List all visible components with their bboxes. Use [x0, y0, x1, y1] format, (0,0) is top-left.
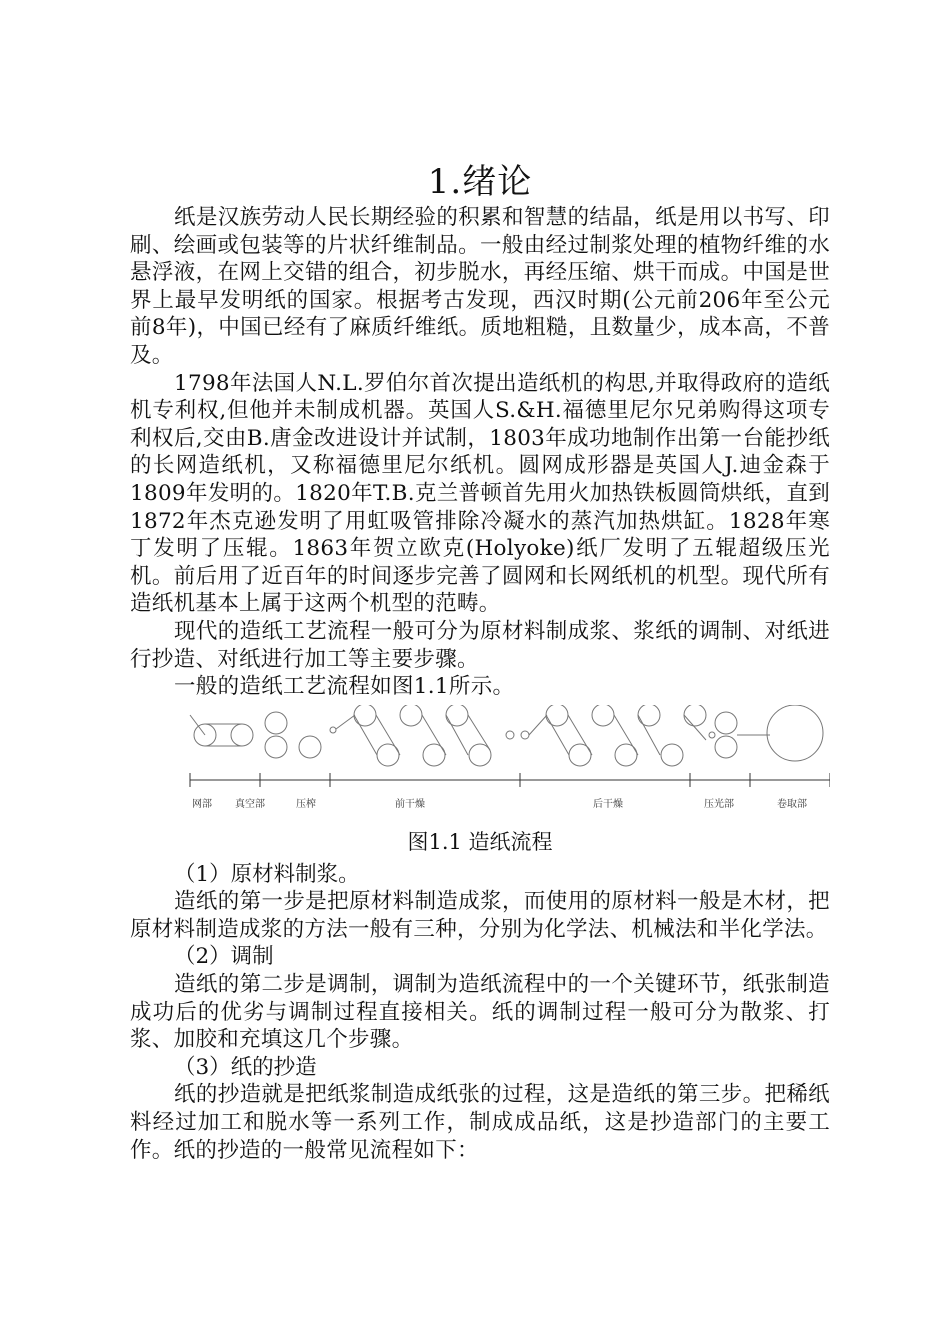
document-title: 1.绪论 — [427, 162, 533, 202]
dryer-cylinder — [684, 705, 706, 726]
stage-label-afterdryer: 后干燥 — [593, 798, 623, 810]
dryer-cylinder — [638, 705, 660, 726]
figure-caption: 图1.1 造纸流程 — [407, 829, 553, 854]
stage-label-press: 压榨 — [296, 798, 316, 810]
dryer-cylinder — [446, 705, 468, 726]
calender-roll — [715, 712, 737, 734]
roller — [231, 724, 253, 746]
roller — [265, 736, 287, 758]
dryer-cylinder — [546, 705, 568, 726]
section-heading-pulping: （1）原材料制浆。 — [174, 861, 360, 887]
section-heading-preparation: （2）调制 — [174, 944, 274, 970]
stage-label-wire: 网部 — [192, 798, 212, 810]
dryer-cylinder — [400, 705, 422, 726]
section-heading-papermaking: （3）纸的抄造 — [174, 1054, 317, 1080]
paragraph-figure-ref: 一般的造纸工艺流程如图1.1所示。 — [174, 674, 515, 700]
stage-label-vacuum: 真空部 — [235, 798, 265, 810]
roller — [299, 736, 321, 758]
dryer-cylinder — [354, 705, 376, 726]
stage-label-calender: 压光部 — [704, 798, 734, 810]
roller — [265, 712, 287, 734]
paragraph-steps: 现代的造纸工艺流程一般可分为原材料制成浆、浆纸的调制、对纸进行抄造、对纸进行加工等主要步骤。 — [130, 618, 830, 672]
dryer-cylinder — [661, 744, 683, 766]
roller — [330, 727, 336, 733]
paragraph-intro: 纸是汉族劳动人民长期经验的积累和智慧的结晶，纸是用以书写、印刷、绘画或包装等的片状纤维制品。一般由经过制浆处理的植物纤维的水悬浮液，在网上交错的组合，初步脱水，再经压缩、烘干而成。中国是世界上最早发明纸的国家。根据考古发现，西汉时期(公元前206年至公元前8年)，中国已经有了麻质纤维纸。质地粗糙，且数量少，成本高，不普及。 — [130, 205, 830, 368]
document-page — [130, 160, 830, 1164]
stage-label-reel: 卷取部 — [777, 798, 807, 810]
stage-label-predryer: 前干燥 — [395, 798, 425, 810]
papermaking-flow-figure — [130, 705, 830, 825]
roller — [506, 731, 514, 739]
roller — [709, 732, 715, 738]
dryer-cylinder — [469, 744, 491, 766]
calender-roll — [715, 736, 737, 758]
dryer-cylinder — [592, 705, 614, 726]
paragraph-history: 1798年法国人N.L.罗伯尔首次提出造纸机的构思,并取得政府的造纸机专利权,但他并未制成机器。英国人S.&H.福德里尼尔兄弟购得这项专利权后,交由B.唐金改进设计并试制，1803年成功地制作出第一台能抄纸的长网造纸机，又称福德里尼尔纸机。圆网成形器是英国人J.迪金森于1809年发明的。1820年T.B.克兰普顿首先用火加热铁板圆筒烘纸，直到1872年杰克逊发明了用虹吸管排除冷凝水的蒸汽加热烘缸。1828年寒丁发明了压辊。1863年贺立欧克(Holyoke)纸厂发明了五辊超级压光机。前后用了近百年的时间逐步完善了圆网和长网纸机的机型。现代所有造纸机基本上属于这两个机型的范畴。 — [130, 370, 830, 617]
roller — [521, 731, 529, 739]
paragraph-preparation: 造纸的第二步是调制，调制为造纸流程中的一个关键环节，纸张制造成功后的优劣与调制过程直接相关。纸的调制过程一般可分为散浆、打浆、加胶和充填这几个步骤。 — [130, 972, 830, 1053]
paragraph-papermaking: 纸的抄造就是把纸浆制造成纸张的过程，这是造纸的第三步。把稀纸料经过加工和脱水等一系列工作，制成成品纸，这是抄造部门的主要工作。纸的抄造的一般常见流程如下： — [130, 1082, 830, 1163]
paragraph-pulping: 造纸的第一步是把原材料制造成浆，而使用的原材料一般是木材，把原材料制造成浆的方法一般有三种，分别为化学法、机械法和半化学法。 — [130, 889, 830, 942]
reel — [767, 705, 823, 761]
flow-diagram — [130, 705, 830, 825]
